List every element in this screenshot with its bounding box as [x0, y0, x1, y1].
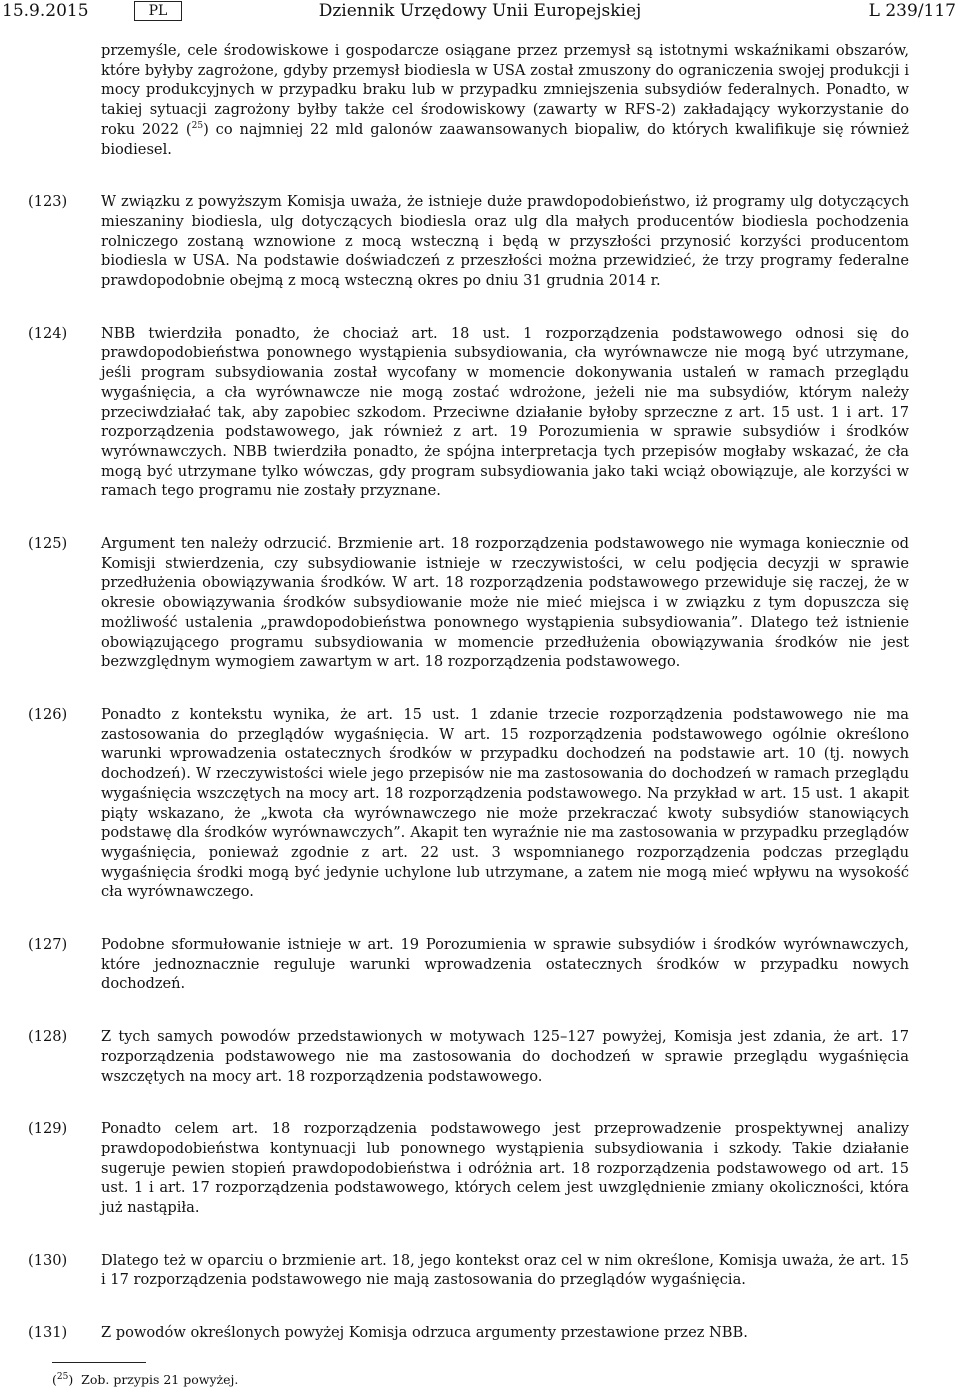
intro-paragraph: [0, 41, 909, 159]
footnote-text: Zob. przypis 21 powyżej.: [81, 1372, 239, 1387]
recital-text: Ponadto celem art. 18 rozporządzenia podstawowego jest przeprowadzenie prospektywnej analizy prawdopodobieństwa kontynuacji lub ponownego wystąpienia subsydiowania i szkody. Takie działanie sugeruje pewien stopień prawdopodobieństwa i odróżnia art. 18 rozporządzenia podstawowego od art. 15 ust. 1 i art. 17 rozporządzenia podstawowego, których celem jest uwzględnienie zmiany okoliczności, która już nastąpiła.: [101, 1120, 909, 1217]
recital-number: (125): [28, 535, 68, 553]
publication-date: 15.9.2015: [2, 1, 89, 21]
recital-text: Ponadto z kontekstu wynika, że art. 15 ust. 1 zdanie trzecie rozporządzenia podstawowego nie ma zastosowania do przeglądów wygaśnięcia. W art. 15 rozporządzenia podstawowego ogólnie określono warunki wprowadzenia ostatecznych środków w przypadku dochodzeń na podstawie art. 10 (tj. nowych dochodzeń). W rzeczywistości wiele jego przepisów nie ma zastosowania do dochodzeń w ramach przeglądu wygaśnięcia wszczętych na mocy art. 18 rozporządzenia podstawowego. Na przykład w art. 15 ust. 1 akapit piąty wskazano, że „kwota cła wyrównawczego nie może przekraczać kwoty subsydiów stanowiących podstawę dla środków wyrównawczych”. Akapit ten wyraźnie nie ma zastosowania w przypadku przeglądów wygaśnięcia, ponieważ zgodnie z art. 22 ust. 3 wspomnianego rozporządzenia podczas przeglądu wygaśnięcia środki mogą być jedynie uchylone lub utrzymane, a zatem nie mogą mieć wpływu na wysokość cła wyrównawczego.: [101, 705, 909, 901]
recital-number: (129): [28, 1120, 68, 1138]
recital-text: Z tych samych powodów przedstawionych w motywach 125–127 powyżej, Komisja jest zdania, że art. 17 rozporządzenia podstawowego nie ma zastosowania do dochodzeń w sprawie przeglądu wygaśnięcia wszczętych na mocy art. 18 rozporządzenia podstawowego.: [101, 1028, 909, 1085]
page-header: [0, 0, 960, 26]
recital-129: [0, 1119, 909, 1218]
page-number: L 239/117: [868, 1, 956, 21]
recital-number: (123): [28, 193, 68, 211]
recital-number: (130): [28, 1251, 68, 1269]
recital-124: [0, 324, 909, 501]
recital-123: [0, 192, 909, 291]
recital-number: (131): [28, 1324, 68, 1342]
recital-number: (126): [28, 705, 68, 723]
recital-131: [0, 1323, 909, 1343]
recital-127: [0, 935, 909, 994]
recital-126: [0, 705, 909, 902]
recital-number: (127): [28, 936, 68, 954]
recital-text: Argument ten należy odrzucić. Brzmienie art. 18 rozporządzenia podstawowego nie wymaga koniecznie od Komisji stwierdzenia, czy subsydiowanie istnieje w rzeczywistości, w celu podjęcia decyzji w sprawie przedłużenia obowiązywania środków. W art. 18 rozporządzenia podstawowego przewiduje się raczej, że w okresie obowiązywania środków subsydiowanie może nie mieć miejsca i w związku z tym dopuszcza się możliwość ustalenia „prawdopodobieństwa ponownego wystąpienia subsydiowania”. Dlatego też istnienie obowiązującego programu subsydiowania w momencie przedłużenia obowiązywania środków nie jest bezwzględnym wymogiem zawartym w art. 18 rozporządzenia podstawowego.: [101, 535, 909, 671]
document-body: [0, 41, 960, 1343]
recital-125: [0, 534, 909, 672]
recital-text: W związku z powyższym Komisja uważa, że istnieje duże prawdopodobieństwo, iż programy ulg dotyczących mieszaniny biodiesla, ulg dotyczących biodiesla oraz ulg dla małych producentów biodiesla pochodzenia rolniczego zostaną wznowione z mocą wsteczną i będą w przyszłości przynosić korzyści producentom biodiesla w USA. Na podstawie doświadczeń z przeszłości można przewidzieć, że trzy programy federalne prawdopodobnie obejmą z mocą wsteczną okres po dniu 31 grudnia 2014 r.: [101, 193, 909, 290]
recital-text: Dlatego też w oparciu o brzmienie art. 18, jego kontekst oraz cel w nim określone, Komisja uważa, że art. 15 i 17 rozporządzenia podstawowego nie mają zastosowania do przeglądów wygaśnięcia.: [101, 1251, 909, 1289]
journal-title: Dziennik Urzędowy Unii Europejskiej: [318, 1, 642, 21]
footnote-divider: [52, 1362, 146, 1363]
footnote-reference: 25: [191, 120, 204, 131]
recital-text: NBB twierdziła ponadto, że chociaż art. 18 ust. 1 rozporządzenia podstawowego odnosi się do prawdopodobieństwa ponownego wystąpienia subsydiowania, cła wyrównawcze nie mogą być utrzymane, jeśli program subsydiowania został wycofany w momencie dokonywania ustaleń w ramach przeglądu wygaśnięcia, a cła wyrównawcze nie mogą zostać wdrożone, jeżeli nie ma subsydiów, którym należy przeciwdziałać tak, aby zapobiec szkodom. Przeciwne działanie byłoby sprzeczne z art. 15 ust. 1 i art. 17 rozporządzenia podstawowego, jak również z art. 19 Porozumienia w sprawie subsydiów i środków wyrównawczych. NBB twierdziła ponadto, że spójna interpretacja tych przepisów mogłaby wskazać, że cła mogą być utrzymane tylko wówczas, gdy program subsydiowania jako taki wciąż obowiązuje, ale korzyści w ramach tego programu nie zostały przyznane.: [101, 324, 909, 500]
recital-number: (124): [28, 324, 68, 342]
footnote-marker: 25: [56, 1371, 69, 1382]
recital-text: Z powodów określonych powyżej Komisja odrzuca argumenty przestawione przez NBB.: [101, 1324, 748, 1342]
recital-text: Podobne sformułowanie istnieje w art. 19 Porozumienia w sprawie subsydiów i środków wyrównawczych, które jednoznacznie reguluje warunki wprowadzenia ostatecznych środków w przypadku nowych dochodzeń.: [101, 936, 909, 993]
language-badge: PL: [134, 1, 182, 21]
intro-text-b: ) co najmniej 22 mld galonów zaawansowanych biopaliw, do których kwalifikuje się również biodiesel.: [101, 120, 909, 158]
intro-text-a: przemyśle, cele środowiskowe i gospodarcze osiągane przez przemysł są istotnymi wskaźnikami obszarów, które byłyby zagrożone, gdyby przemysł biodiesla w USA został zmuszony do ograniczenia swojej produkcji i mocy produkcyjnych w przypadku braku lub w przypadku zmniejszenia subsydiów federalnych. Ponadto, w takiej sytuacji zagrożony byłby także cel środowiskowy (zawarty w RFS-2) zakładający wykorzystanie do roku 2022 (: [101, 42, 909, 138]
footnote: ($^{25}$) Zob. przypis 21 powyżej.: [52, 1371, 239, 1387]
recital-128: [0, 1027, 909, 1086]
recital-number: (128): [28, 1028, 68, 1046]
recital-130: [0, 1251, 909, 1290]
